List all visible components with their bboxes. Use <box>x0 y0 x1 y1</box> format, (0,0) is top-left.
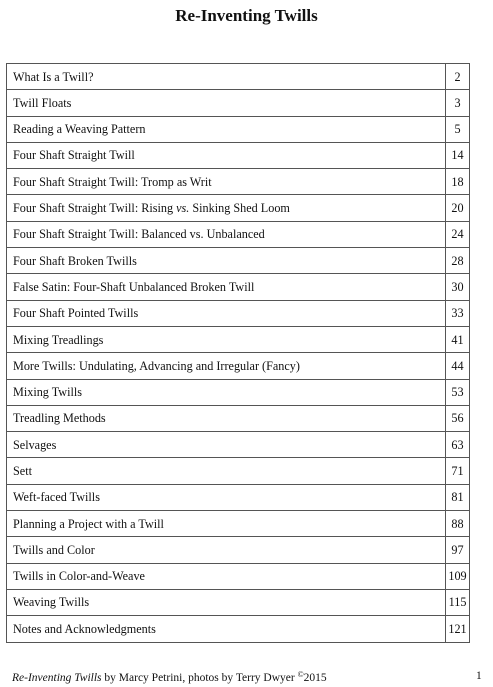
toc-entry-title <box>7 195 446 221</box>
toc-row <box>7 116 470 142</box>
toc-row <box>7 326 470 352</box>
toc-entry-title: Weaving Twills <box>7 589 446 615</box>
toc-row <box>7 563 470 589</box>
toc-row <box>7 537 470 563</box>
toc-entry-page: 28 <box>446 248 470 274</box>
toc-entry-page: 5 <box>446 116 470 142</box>
toc-entry-title: Twills and Color <box>7 537 446 563</box>
toc-entry-title: Twill Floats <box>7 90 446 116</box>
toc-entry-page: 2 <box>446 64 470 90</box>
toc-entry-title: Mixing Treadlings <box>7 326 446 352</box>
toc-row <box>7 484 470 510</box>
footer <box>12 670 327 684</box>
toc-entry-page: 109 <box>446 563 470 589</box>
toc-entry-title-part: Sinking Shed Loom <box>189 201 290 216</box>
copyright-symbol: © <box>297 670 304 679</box>
toc-entry-page: 14 <box>446 142 470 168</box>
toc-entry-page: 41 <box>446 326 470 352</box>
page-title: Re-Inventing Twills <box>175 6 318 25</box>
toc-row <box>7 142 470 168</box>
toc-row <box>7 274 470 300</box>
toc-entry-page: 44 <box>446 353 470 379</box>
toc-entry-title: False Satin: Four-Shaft Unbalanced Broken Twill <box>7 274 446 300</box>
toc-row <box>7 221 470 247</box>
toc-row <box>7 353 470 379</box>
toc-row <box>7 379 470 405</box>
toc-row <box>7 169 470 195</box>
toc-entry-page: 3 <box>446 90 470 116</box>
toc-entry-page: 33 <box>446 300 470 326</box>
toc-entry-title: Twills in Color-and-Weave <box>7 563 446 589</box>
toc-entry-title: Selvages <box>7 432 446 458</box>
toc-entry-page: 56 <box>446 405 470 431</box>
toc-entry-page: 30 <box>446 274 470 300</box>
toc-entry-title: Treadling Methods <box>7 405 446 431</box>
toc-entry-title: Weft-faced Twills <box>7 484 446 510</box>
toc-entry-title: More Twills: Undulating, Advancing and Irregular (Fancy) <box>7 353 446 379</box>
toc-entry-page: 53 <box>446 379 470 405</box>
page-number: 1 <box>476 670 482 682</box>
toc-entry-title: Four Shaft Straight Twill <box>7 142 446 168</box>
toc-row <box>7 64 470 90</box>
toc-entry-page: 121 <box>446 616 470 642</box>
toc-entry-title: Notes and Acknowledgments <box>7 616 446 642</box>
toc-entry-page: 20 <box>446 195 470 221</box>
toc-entry-title: Four Shaft Broken Twills <box>7 248 446 274</box>
toc-row <box>7 432 470 458</box>
toc-entry-page: 71 <box>446 458 470 484</box>
toc-row <box>7 405 470 431</box>
toc-entry-title: Planning a Project with a Twill <box>7 511 446 537</box>
toc-entry-page: 24 <box>446 221 470 247</box>
toc-row <box>7 195 470 221</box>
toc-entry-page: 81 <box>446 484 470 510</box>
toc-entry-page: 97 <box>446 537 470 563</box>
footer-book-title: Re-Inventing Twills <box>12 672 102 684</box>
table-of-contents <box>6 63 470 643</box>
toc-entry-title: Four Shaft Straight Twill: Tromp as Writ <box>7 169 446 195</box>
toc-row <box>7 458 470 484</box>
toc-row <box>7 300 470 326</box>
toc-entry-title: Sett <box>7 458 446 484</box>
toc-row <box>7 616 470 642</box>
toc-entry-title: Four Shaft Pointed Twills <box>7 300 446 326</box>
toc-entry-title-part: Four Shaft Straight Twill: Rising <box>13 201 177 216</box>
toc-entry-page: 88 <box>446 511 470 537</box>
toc-entry-page: 18 <box>446 169 470 195</box>
toc-row <box>7 589 470 615</box>
toc-entry-title-italic: vs. <box>176 201 190 216</box>
toc-row <box>7 511 470 537</box>
toc-entry-title: Four Shaft Straight Twill: Balanced vs. Unbalanced <box>7 221 446 247</box>
footer-year: 2015 <box>303 672 327 684</box>
toc-entry-title: Mixing Twills <box>7 379 446 405</box>
toc-entry-title: Reading a Weaving Pattern <box>7 116 446 142</box>
toc-row <box>7 248 470 274</box>
toc-entry-page: 63 <box>446 432 470 458</box>
toc-entry-title: What Is a Twill? <box>7 64 446 90</box>
toc-entry-page: 115 <box>446 589 470 615</box>
footer-credit: by Marcy Petrini, photos by Terry Dwyer <box>101 672 298 684</box>
toc-row <box>7 90 470 116</box>
